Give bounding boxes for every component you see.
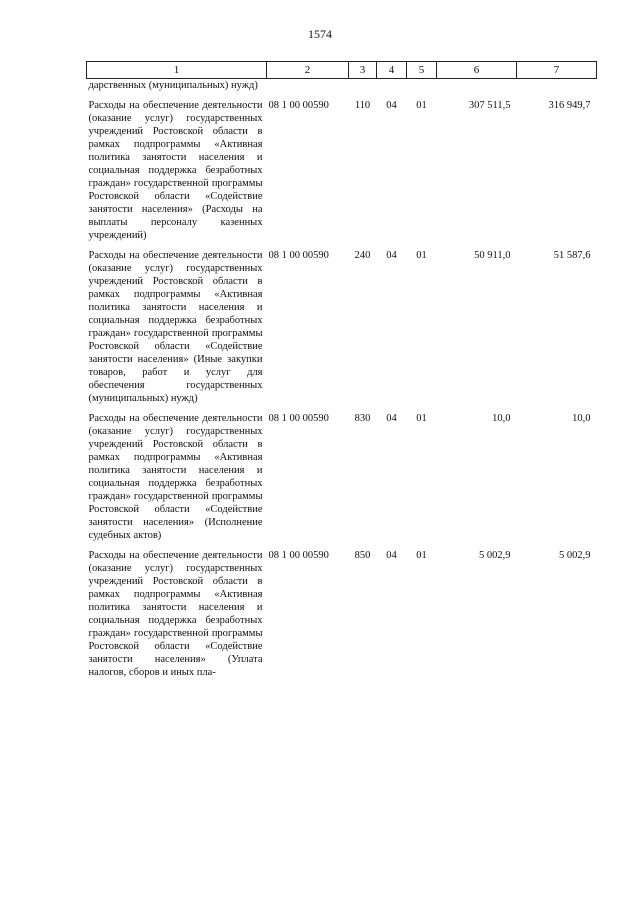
page-number: 1574 bbox=[308, 27, 332, 41]
amount-col6: 10,0 bbox=[492, 413, 511, 424]
table-row bbox=[87, 99, 597, 249]
target-code: 08 1 00 00590 bbox=[268, 550, 329, 561]
column-header-6: 6 bbox=[437, 62, 517, 79]
amount-col7: 10,0 bbox=[572, 413, 591, 424]
continuation-text: дарственных (муниципальных) нужд) bbox=[88, 80, 258, 91]
expense-type: 110 bbox=[354, 100, 371, 111]
column-header-3: 3 bbox=[349, 62, 377, 79]
budget-table bbox=[86, 61, 597, 686]
expense-type: 850 bbox=[354, 550, 371, 561]
table-row bbox=[87, 412, 597, 549]
amount-col6: 50 911,0 bbox=[474, 250, 511, 261]
target-code: 08 1 00 00590 bbox=[268, 100, 329, 111]
row-description: Расходы на обеспечение деятельности (оказание услуг) государственных учреждений Ростовской области в рамках подпрограммы «Активная политика занятости населения и социальная поддержка безработных граждан» государственной программы Ростовской области «Содействие занятости населения» (Исполнение судебных актов) bbox=[88, 413, 263, 541]
section: 04 bbox=[386, 250, 397, 261]
expense-type: 240 bbox=[354, 250, 371, 261]
continuation-row bbox=[87, 79, 597, 100]
subsection: 01 bbox=[416, 100, 427, 111]
table-row bbox=[87, 549, 597, 686]
section: 04 bbox=[386, 550, 397, 561]
column-header-1: 1 bbox=[87, 62, 267, 79]
subsection: 01 bbox=[416, 250, 427, 261]
row-description: Расходы на обеспечение деятельности (оказание услуг) государственных учреждений Ростовской области в рамках подпрограммы «Активная политика занятости населения и социальная поддержка безработных граждан» государственной программы Ростовской области «Содействие занятости населения» (Иные закупки товаров, работ и услуг для обеспечения государственных (муниципальных) нужд) bbox=[88, 250, 263, 404]
column-header-5: 5 bbox=[407, 62, 437, 79]
column-header-7: 7 bbox=[517, 62, 597, 79]
table-row bbox=[87, 249, 597, 412]
column-header-4: 4 bbox=[377, 62, 407, 79]
amount-col7: 5 002,9 bbox=[559, 550, 591, 561]
target-code: 08 1 00 00590 bbox=[268, 250, 329, 261]
amount-col6: 5 002,9 bbox=[479, 550, 511, 561]
header-row bbox=[87, 62, 597, 79]
row-description: Расходы на обеспечение деятельности (оказание услуг) государственных учреждений Ростовской области в рамках подпрограммы «Активная политика занятости населения и социальная поддержка безработных граждан» государственной программы Ростовской области «Содействие занятости населения» (Расходы на выплаты персоналу казенных учреждений) bbox=[88, 100, 263, 241]
target-code: 08 1 00 00590 bbox=[268, 413, 329, 424]
row-description: Расходы на обеспечение деятельности (оказание услуг) государственных учреждений Ростовской области в рамках подпрограммы «Активная политика занятости населения и социальная поддержка безработных граждан» государственной программы Ростовской области «Содействие занятости населения» (Уплата налогов, сборов и иных пла- bbox=[88, 550, 263, 678]
amount-col7: 316 949,7 bbox=[548, 100, 591, 111]
amount-col7: 51 587,6 bbox=[553, 250, 591, 261]
amount-col6: 307 511,5 bbox=[468, 100, 511, 111]
subsection: 01 bbox=[416, 550, 427, 561]
section: 04 bbox=[386, 413, 397, 424]
expense-type: 830 bbox=[354, 413, 371, 424]
column-header-2: 2 bbox=[267, 62, 349, 79]
section: 04 bbox=[386, 100, 397, 111]
subsection: 01 bbox=[416, 413, 427, 424]
